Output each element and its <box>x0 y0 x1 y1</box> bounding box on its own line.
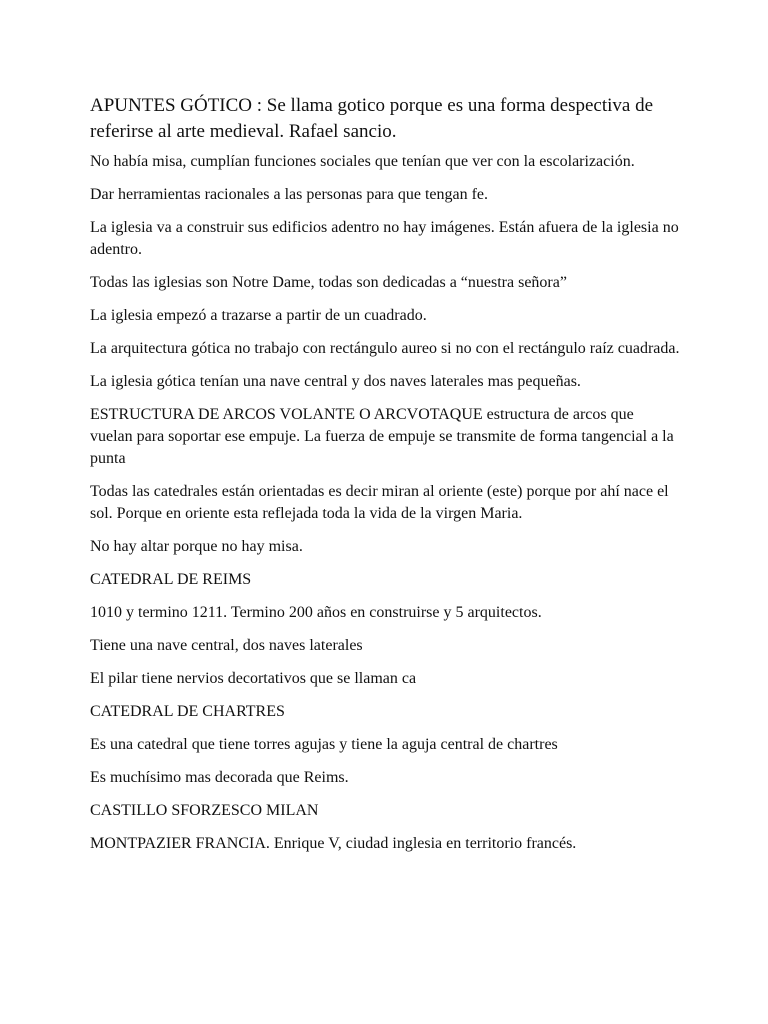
paragraph: Dar herramientas racionales a las personas para que tengan fe. <box>90 186 489 203</box>
paragraph: Es una catedral que tiene torres agujas y tiene la aguja central de chartres <box>90 736 558 753</box>
document-title: APUNTES GÓTICO : Se llama gotico porque es una forma despectiva de referirse al arte medieval. Rafael sancio. <box>90 95 654 142</box>
section-heading: CATEDRAL DE CHARTRES <box>90 703 285 720</box>
paragraph: Todas las catedrales están orientadas es decir miran al oriente (este) porque por ahí nace el sol. Porque en oriente esta reflejada toda la vida de la virgen Maria. <box>90 483 669 522</box>
paragraph: 1010 y termino 1211. Termino 200 años en construirse y 5 arquitectos. <box>90 604 542 621</box>
document-page <box>90 93 680 866</box>
paragraph: Es muchísimo mas decorada que Reims. <box>90 769 349 786</box>
section-heading: CASTILLO SFORZESCO MILAN <box>90 802 319 819</box>
section-heading: CATEDRAL DE REIMS <box>90 571 252 588</box>
paragraph: MONTPAZIER FRANCIA. Enrique V, ciudad inglesia en territorio francés. <box>90 835 577 852</box>
paragraph: Todas las iglesias son Notre Dame, todas son dedicadas a “nuestra señora” <box>90 274 567 291</box>
paragraph: ESTRUCTURA DE ARCOS VOLANTE O ARCVOTAQUE estructura de arcos que vuelan para soportar ese empuje. La fuerza de empuje se transmite de forma tangencial a la punta <box>90 406 674 467</box>
paragraph: No hay altar porque no hay misa. <box>90 538 303 555</box>
paragraph: La arquitectura gótica no trabajo con rectángulo aureo si no con el rectángulo raíz cuadrada. <box>90 340 680 357</box>
paragraph: La iglesia gótica tenían una nave central y dos naves laterales mas pequeñas. <box>90 373 581 390</box>
paragraph: Tiene una nave central, dos naves laterales <box>90 637 363 654</box>
paragraph: La iglesia va a construir sus edificios adentro no hay imágenes. Están afuera de la iglesia no adentro. <box>90 219 679 258</box>
paragraph: No había misa, cumplían funciones sociales que tenían que ver con la escolarización. <box>90 153 635 170</box>
paragraph: El pilar tiene nervios decortativos que se llaman ca <box>90 670 417 687</box>
paragraph: La iglesia empezó a trazarse a partir de un cuadrado. <box>90 307 427 324</box>
